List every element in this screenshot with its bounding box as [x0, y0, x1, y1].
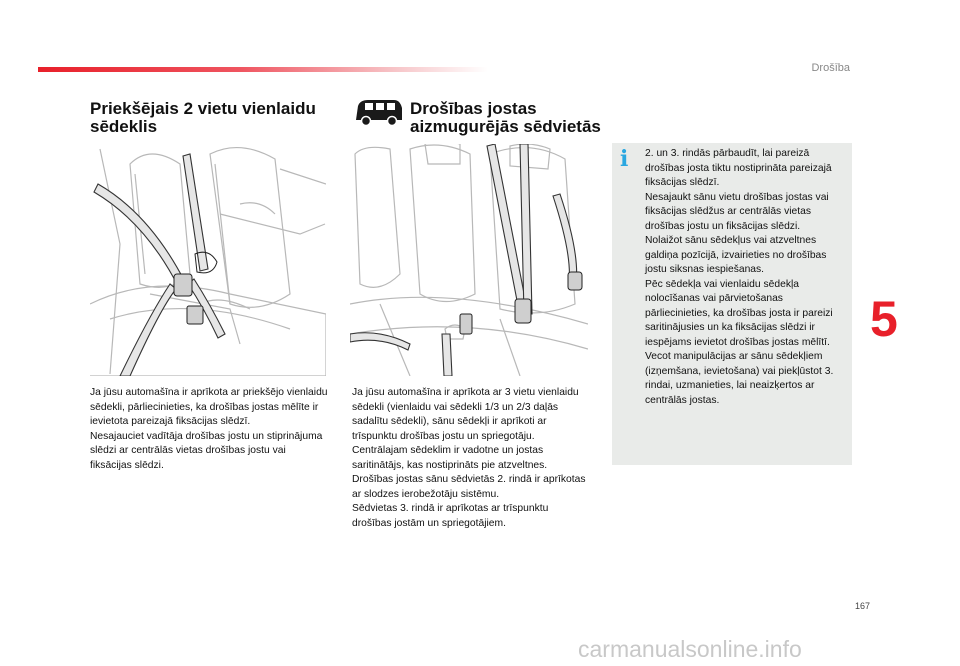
middle-paragraph: Centrālajam sēdeklim ir vadotne un jostas saritinātājs, kas nostiprināts pie atzveltnes.: [352, 445, 548, 471]
middle-heading: [410, 100, 601, 136]
van-icon: [354, 96, 404, 128]
left-paragraph: Nesajauciet vadītāja drošības jostu un stiprinājuma slēdzi ar centrālās vietas drošības jostu vai fiksācijas slēdzi.: [90, 430, 323, 471]
middle-heading-line1: Drošības jostas: [410, 99, 537, 118]
middle-body-text: [352, 386, 590, 531]
info-icon: i: [620, 146, 629, 172]
rear-seats-illustration: [350, 144, 588, 376]
left-paragraph: Ja jūsu automašīna ir aprīkota ar priekšējo vienlaidu sēdekli, pārliecinieties, ka drošības jostas mēlīte ir ievietota pareizajā fiksācijas slēdzī.: [90, 387, 328, 427]
info-paragraph: Nolaižot sānu sēdekļus vai atzveltnes galdiņa pozīcijā, izvairieties no drošības jostu siksnas iespiešanas.: [645, 235, 827, 275]
info-paragraph: Vecot manipulācijas ar sānu sēdekļiem (izņemšana, ievietošana) vai piekļūstot 3. rindai, uzmanieties, lai neaizķertos ar centrālās jostas.: [645, 351, 834, 406]
middle-paragraph: Ja jūsu automašīna ir aprīkota ar 3 vietu vienlaidu sēdekli (vienlaidu vai sēdekli 1/3 un 2/3 daļās sadalītu sēdekli), sānu sēdekļi ir aprīkoti ar trīspunktu drošības jostu un spriegotāju.: [352, 387, 579, 442]
watermark: carmanualsonline.info: [578, 636, 802, 662]
header-accent-bar: [38, 67, 488, 72]
left-heading: [90, 100, 316, 136]
info-paragraph: Pēc sēdekļa vai vienlaidu sēdekļa nolocīšanas vai pārvietošanas pārliecinieties, ka drošības josta ir pareizi saritinājusies un ka fiksācijas slēdzi ir iespējams ievietot drošības jostas mēlītī.: [645, 278, 833, 348]
middle-paragraph: Sēdvietas 3. rindā ir aprīkotas ar trīspunktu drošības jostām un spriegotājiem.: [352, 503, 549, 529]
info-paragraph: Nesajaukt sānu vietu drošības jostas vai fiksācijas slēdžus ar centrālās vietas drošības jostu un fiksācijas slēdzi.: [645, 191, 829, 232]
front-bench-seat-illustration: [90, 144, 326, 376]
section-title: Drošība: [811, 62, 850, 74]
left-heading-line2: sēdeklis: [90, 117, 158, 136]
chapter-number: 5: [870, 291, 898, 347]
middle-paragraph: Drošības jostas sānu sēdvietās 2. rindā ir aprīkotas ar slodzes ierobežotāju sistēmu.: [352, 474, 586, 500]
info-paragraph: 2. un 3. rindās pārbaudīt, lai pareizā drošības josta tiktu nostiprināta pareizajā fiksācijas slēdzī.: [645, 148, 832, 188]
left-heading-line1: Priekšējais 2 vietu vienlaidu: [90, 99, 316, 118]
info-text: [645, 147, 850, 408]
middle-heading-line2: aizmugurējās sēdvietās: [410, 117, 601, 136]
page-number: 167: [855, 601, 871, 611]
left-body-text: [90, 386, 328, 473]
